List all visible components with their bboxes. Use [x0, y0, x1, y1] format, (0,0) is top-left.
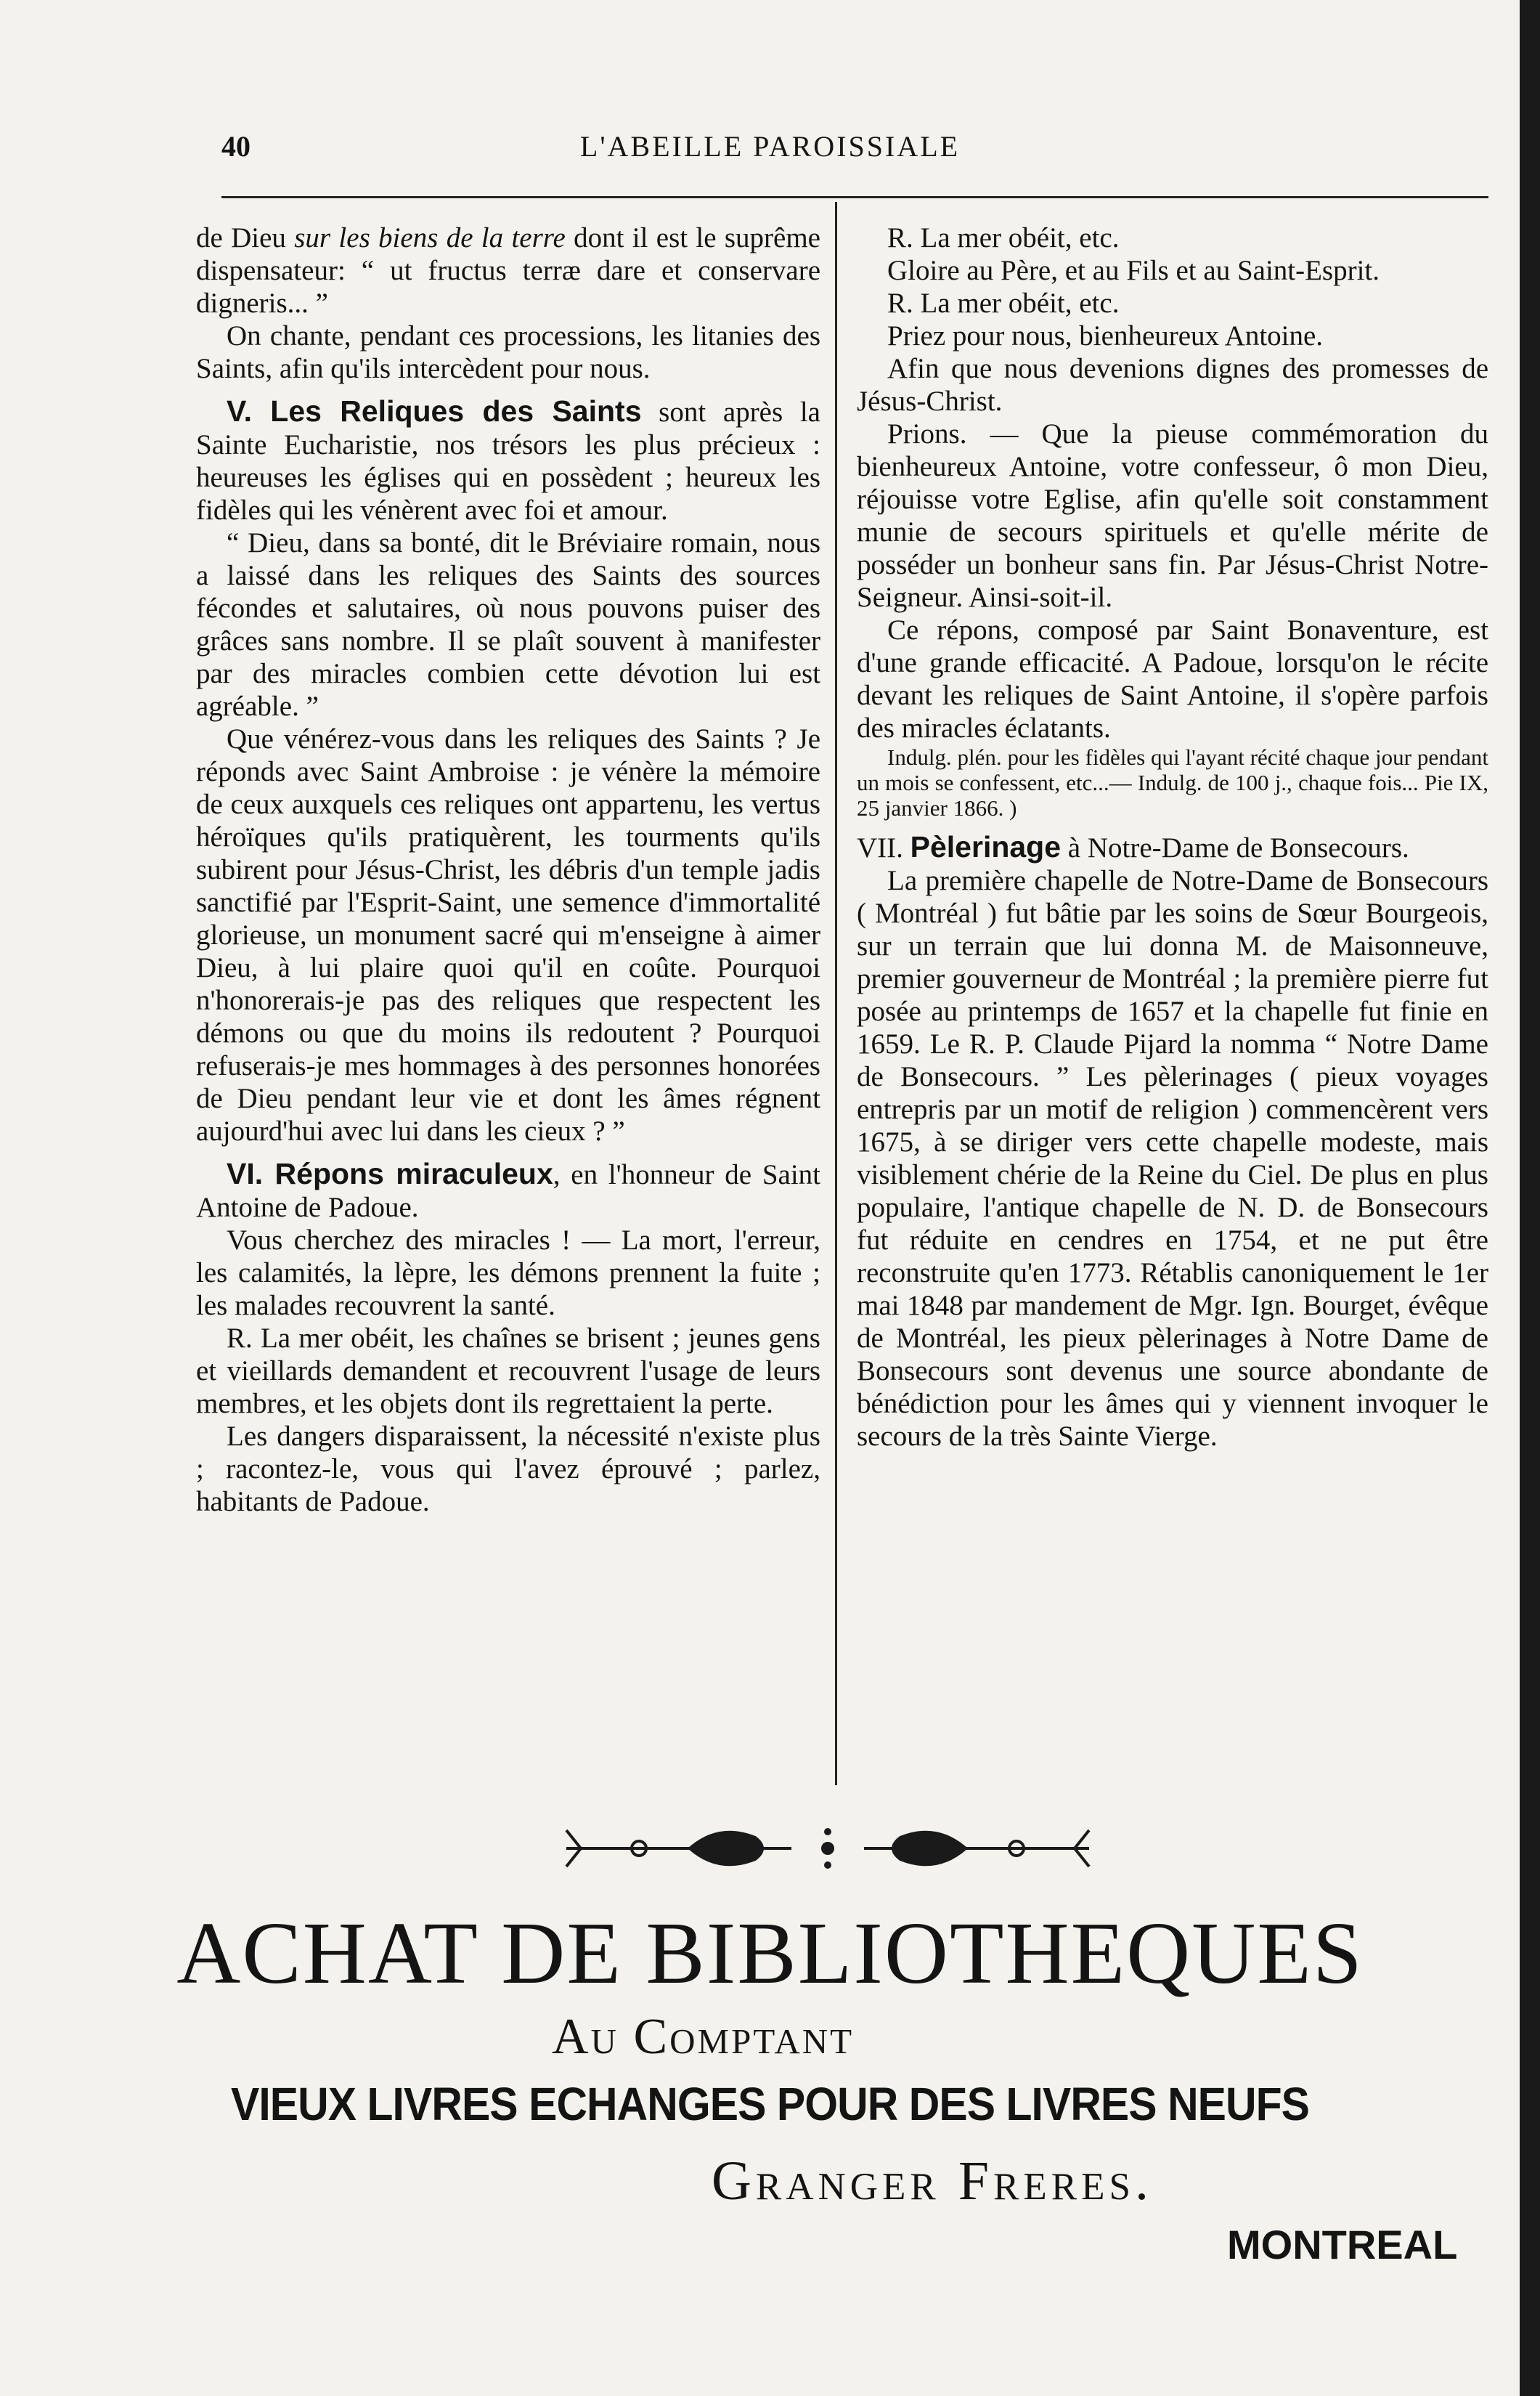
running-title: L'ABEILLE PAROISSIALE: [579, 130, 961, 163]
text: VII.: [857, 832, 910, 864]
paragraph: R. La mer obéit, les chaînes se brisent ; jeunes gens et vieillards demandent et recouvrent l'usage de leurs membres, et les objets dont ils regrettaient la perte.: [196, 1323, 820, 1419]
paragraph: Afin que nous devenions dignes des promesses de Jésus-Christ.: [857, 353, 1488, 417]
text: , en l'honneur de Saint Antoine de Padoue.: [196, 1159, 820, 1223]
floral-ornament-icon: [552, 1816, 1104, 1881]
section-title: VI. Répons miraculeux: [227, 1157, 553, 1190]
section-v: [196, 395, 820, 527]
text: dont il est le suprême dispensateur: “ ut fructus terræ dare et conservare digneris... ”: [196, 222, 820, 319]
section-vi: [196, 1158, 820, 1224]
ad-tagline: VIEUX LIVRES ECHANGES POUR DES LIVRES NEUFS: [230, 2078, 1310, 2130]
section-title: Pèlerinage: [910, 830, 1062, 864]
paragraph: Que vénérez-vous dans les reliques des Saints ? Je réponds avec Saint Ambroise : je vénère la mémoire de ceux auxquels ces reliques ont appartenu, les vertus héroïques qu'ils pratiquèrent, les tourments qu'ils subirent pour Jésus-Christ, les débris d'un temple jadis sanctifié par l'Esprit-Saint, une semence d'immortalité glorieuse, un monument sacré qui m'enseigne à aimer Dieu, à lui plaire quoi qu'il en coûte. Pourquoi n'honorerais-je pas des reliques que respectent les démons ou que du moins ils redoutent ? Pourquoi refuserais-je mes hommages à des personnes honorées de Dieu pendant leur vie et dont les âmes régnent aujourd'hui avec lui dans les cieux ? ”: [196, 723, 820, 1147]
text: à Notre-Dame de Bonsecours.: [1061, 832, 1409, 864]
paragraph: Gloire au Père, et au Fils et au Saint-Esprit.: [887, 255, 1380, 286]
text: sont après la Sainte Eucharistie, nos trésors les plus précieux : heureuses les églises qui en possèdent ; heureux les fidèles qui les vénèrent avec foi et amour.: [196, 397, 820, 526]
ad-subtitle: Au Comptant: [552, 2009, 855, 2065]
paragraph: La première chapelle de Notre-Dame de Bonsecours ( Montréal ) fut bâtie par les soins de Sœur Bourgeois, sur un terrain que lui donna M. de Maisonneuve, premier gouverneur de Montréal ; la première pierre fut posée au printemps de 1657 et la chapelle fut finie en 1659. Le R. P. Claude Pijard la nomma “ Notre Dame de Bonsecours. ” Les pèlerinages ( pieux voyages entrepris par un motif de religion ) commencèrent vers 1675, à se diriger vers cette chapelle modeste, mais visiblement chérie de la Reine du Ciel. De plus en plus populaire, l'antique chapelle de N. D. de Bonsecours fut réduite en cendres en 1754, et ne put être reconstruite qu'en 1773. Rétablis canoniquement le 1er mai 1848 par mandement de Mgr. Ign. Bourget, évêque de Montréal, les pieux pèlerinages à Notre Dame de Bonsecours sont devenus une source abondante de bénédiction pour les âmes qui y viennent invoquer le secours de la très Sainte Vierge.: [857, 865, 1488, 1452]
section-vii: [857, 831, 1488, 864]
italic-text: sur les biens de la terre: [294, 222, 566, 253]
paragraph: Priez pour nous, bienheureux Antoine.: [887, 320, 1324, 352]
page-header: [0, 129, 1540, 173]
page-number: 40: [221, 130, 250, 163]
paragraph: [196, 222, 820, 320]
indulgence-note: Indulg. plén. pour les fidèles qui l'ayant récité chaque jour pendant un mois se confessent, etc...— Indulg. de 100 j., chaque fois... Pie IX, 25 janvier 1866. ): [857, 744, 1488, 821]
text: de Dieu: [196, 222, 295, 253]
section-title: V. Les Reliques des Saints: [227, 394, 642, 428]
column-divider: [835, 202, 837, 1785]
header-rule: [221, 196, 1488, 198]
ad-city: MONTREAL: [1227, 2222, 1458, 2267]
paragraph: On chante, pendant ces processions, les litanies des Saints, afin qu'ils intercèdent pour nous.: [196, 320, 820, 384]
paragraph: “ Dieu, dans sa bonté, dit le Bréviaire romain, nous a laissé dans les reliques des Saints des sources fécondes et salutaires, où nous pouvons puiser des grâces sans nombre. Il se plaît souvent à manifester par des miracles combien cette dévotion lui est agréable. ”: [196, 527, 820, 722]
paragraph: Prions. — Que la pieuse commémoration du bienheureux Antoine, votre confesseur, ô mon Dieu, réjouisse votre Eglise, afin qu'elle soit constamment munie de secours spirituels et qu'elle mérite de posséder un bonheur sans fin. Par Jésus-Christ Notre-Seigneur. Ainsi-soit-il.: [857, 418, 1488, 613]
left-column: [196, 222, 820, 1518]
page-edge-shadow: [1520, 0, 1540, 2396]
ad-title: ACHAT DE BIBLIOTHEQUES: [176, 1904, 1364, 2002]
ad-firm-name: Granger Freres.: [712, 2151, 1153, 2212]
paragraph: R. La mer obéit, etc.: [887, 288, 1120, 319]
paragraph: Ce répons, composé par Saint Bonaventure, est d'une grande efficacité. A Padoue, lorsqu'on le récite devant les reliques de Saint Antoine, il s'opère parfois des miracles éclatants.: [857, 614, 1488, 744]
paragraph: Vous cherchez des miracles ! — La mort, l'erreur, les calamités, la lèpre, les démons prennent la fuite ; les malades recouvrent la santé.: [196, 1225, 820, 1321]
paragraph: R. La mer obéit, etc.: [887, 222, 1120, 253]
right-column: [857, 222, 1488, 1453]
paragraph: Les dangers disparaissent, la nécessité n'existe plus ; racontez-le, vous qui l'avez éprouvé ; parlez, habitants de Padoue.: [196, 1421, 820, 1517]
